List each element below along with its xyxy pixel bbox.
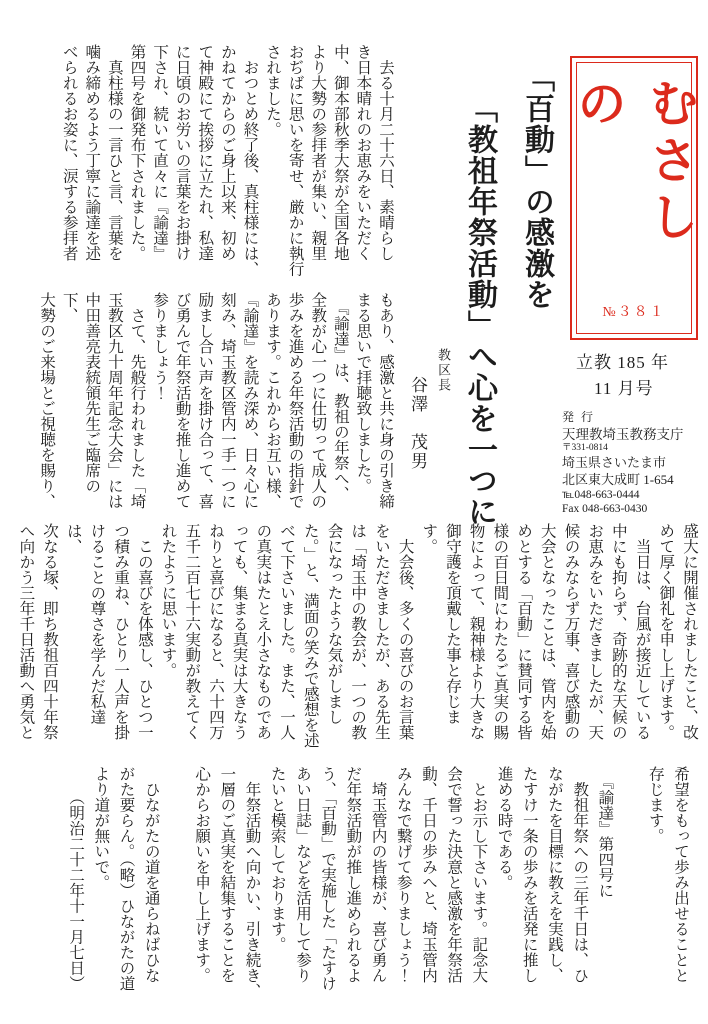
text-column: 存じます。 (646, 766, 664, 844)
text-column: おつとめ終了後、真柱様には、 (241, 44, 259, 277)
text-column: 会になったような気がしまし (325, 523, 343, 725)
text-column: めて厚く御礼を申し上げます。 (657, 523, 675, 740)
text-column: 大勢のご来場とご視聴を賜り、 (38, 292, 56, 509)
text-column: この喜びを体感し、ひとつ一 (135, 523, 153, 740)
text-column: されました。 (264, 44, 282, 137)
fax: Fax 048-663-0430 (562, 503, 648, 516)
byline-name: 谷澤 茂男 (408, 376, 427, 471)
text-column: て神殿にて挨拶に立たれ、私達 (196, 44, 214, 261)
text-column: 次なる塚、即ち教祖百四十年祭 (41, 523, 59, 740)
text-column: き日本晴れのお恵みをいただく (354, 44, 372, 261)
text-column: たいと模索しております。 (268, 766, 286, 952)
headline-line-2: 「教祖年祭活動」へ心を一つに (463, 93, 496, 527)
text-column: 歩みを進める年祭活動の指針で (286, 292, 304, 509)
text-column: 当日は、台風が接近している (633, 523, 651, 740)
text-column: ひながたの道を通らねばひな (142, 766, 160, 983)
text-column: 大会となったことは、管内を始 (538, 523, 556, 740)
text-column: あい日誌」などを活用して参り (293, 766, 311, 983)
text-column: 進める時である。 (495, 766, 513, 890)
text-column: 『諭達』は、教祖の年祭へ、 (331, 292, 349, 502)
month-label: 11 月号 (594, 379, 654, 399)
text-column: 下され、続いて直々に『諭達』 (151, 44, 169, 261)
text-column: た。」と、満面の笑みで感想を述 (301, 523, 319, 748)
article-block-1 (55, 44, 396, 286)
text-column: だ年祭活動が推し進められるよ (344, 766, 362, 983)
text-column: 励まし合い声を掛け合って、喜 (196, 292, 214, 509)
text-column: けることの尊さを学んだ私達は、 (64, 523, 106, 725)
address-line-2: 北区東大成町 1-654 (562, 471, 674, 487)
headline (451, 62, 565, 532)
text-column: とお示し下さいます。記念大 (470, 766, 488, 983)
text-column: かねてからのご身上以来、初め (218, 44, 236, 261)
text-column: 心からお願いを申し上げます。 (193, 766, 211, 983)
text-column: つ積み重ね、ひとり一人声を掛 (112, 523, 130, 740)
newsletter-title: むさしの (570, 77, 698, 248)
text-column (617, 766, 642, 1014)
issue-number: №３８１ (602, 305, 666, 320)
masthead-title-box (570, 56, 698, 340)
headline-line-1: 「百動」の感激を (520, 62, 553, 310)
text-column: び勇んで年祭活動を推し進めて (173, 292, 191, 509)
text-column: 刻み、埼玉教区管内一手一つに (218, 292, 236, 509)
article-block-3 (17, 523, 701, 751)
text-column: 第四号を御発布下されました。 (128, 44, 146, 261)
text-column: に日頃のお労いの言葉をお掛け (173, 44, 191, 261)
text-column: 教祖年祭への三年千日は、ひ (571, 766, 589, 983)
text-column: の真実はたとえ小さなものであ (254, 523, 272, 740)
text-column: 去る十月二十六日、素晴らし (377, 44, 394, 261)
text-column: をいただきましたが、ある先生 (372, 523, 390, 740)
text-column (164, 766, 189, 1014)
text-column: 物によって、親神様より大きな (467, 523, 485, 740)
publisher-label: 発 行 (562, 409, 596, 424)
text-column: （明治二十二年十一月七日） (67, 766, 85, 991)
text-column: がた要らん。（略）ひながたの道 (117, 766, 135, 991)
text-column: う、「百動」で実施した「たすけ (319, 766, 337, 991)
text-column: さて、先般行われました「埼 (128, 292, 146, 509)
text-column: 希望をもって歩み出せることと (672, 766, 689, 983)
text-column: 真柱様の一言ひと言、言葉を (105, 44, 123, 261)
text-column: 参りましょう！ (151, 292, 169, 401)
text-column: 一層のご真実を結集することを (218, 766, 236, 983)
text-column: べられるお姿に、涙する参拝者 (60, 44, 78, 261)
article-block-4 (58, 766, 693, 1014)
telephone: ℡048-663-0444 (562, 488, 640, 501)
text-column: 候のみならず万事、喜び感動の (562, 523, 580, 740)
text-column: 大会後、多くの喜びのお言葉 (396, 523, 414, 740)
publisher-name: 天理教埼玉教務支庁 (562, 426, 684, 442)
text-column: あります。これからお互い様、 (264, 292, 282, 509)
text-column: 様の百日間にわたるご真実の賜 (491, 523, 509, 740)
text-column: ねりと喜びになると、六十四万 (206, 523, 224, 740)
text-column: へ向かう三年千日活動へ勇気と (17, 523, 35, 740)
text-column: みんなで繋げて参りましょう！ (394, 766, 412, 983)
text-column: もあり、感激と共に身の引き締 (377, 292, 394, 509)
text-column: たすけ一条の歩みを活発に推し (520, 766, 538, 983)
article-block-2 (38, 292, 396, 514)
text-column: おぢばに思いを寄せ、厳かに執行 (286, 44, 304, 277)
text-column: 埼玉管内の皆様が、喜び勇ん (369, 766, 387, 983)
text-column: 中、御本部秋季大祭が全国各地 (331, 44, 349, 261)
text-column: は「埼玉中の教会が、一つの教 (349, 523, 367, 740)
text-column: 中田善亮表統領先生ご臨席の下、 (60, 292, 101, 494)
text-column: ながたを目標に教えを実践し、 (545, 766, 563, 983)
text-column: 中にも拘らず、奇跡的な天候の (609, 523, 627, 740)
text-column: 全教が心一つに仕切って成人の (309, 292, 327, 509)
text-column: お恵みをいただきましたが、天 (586, 523, 604, 740)
text-column: まる思いで拝聴致しました。 (354, 292, 372, 494)
text-column: めとする「百動」に賛同する皆 (515, 523, 533, 740)
byline (404, 340, 455, 510)
text-column: 噛み締めるよう丁寧に諭達を述 (83, 44, 101, 261)
text-column: 御守護を頂戴した事と存じます。 (420, 523, 461, 725)
address-line-1: 埼玉県さいたま市 (562, 455, 667, 471)
text-column: 五千二百七十六実動が教えてく (183, 523, 201, 740)
masthead-title-box-inner (570, 62, 698, 334)
era-year: 立教 185 年 (576, 353, 669, 372)
text-column: っても、集まる真実は大きなう (230, 523, 248, 740)
byline-title: 教区長 (436, 348, 451, 393)
postal-code: 〒331-0814 (562, 443, 608, 454)
text-column: べて下さいました。また、一人 (278, 523, 296, 740)
text-column: 会で誓った決意と感激を年祭活 (445, 766, 463, 983)
text-column: より大勢の参拝者が集い、親里 (309, 44, 327, 261)
publication-info (562, 352, 704, 517)
text-column: 盛大に開催されましたこと、改 (681, 523, 698, 740)
text-column: れたように思います。 (159, 523, 177, 678)
text-column: 『諭達』第四号に (596, 766, 614, 898)
text-column: 年祭活動へ向かい、引き続き、 (243, 766, 261, 999)
text-column: 『諭達』を読み深め、日々心に (241, 292, 259, 509)
text-column: 玉教区九十周年記念大会」には (105, 292, 123, 509)
text-column: より道が無いで。 (92, 766, 110, 890)
text-column: 動、千日の歩みへと、埼玉管内 (419, 766, 437, 983)
